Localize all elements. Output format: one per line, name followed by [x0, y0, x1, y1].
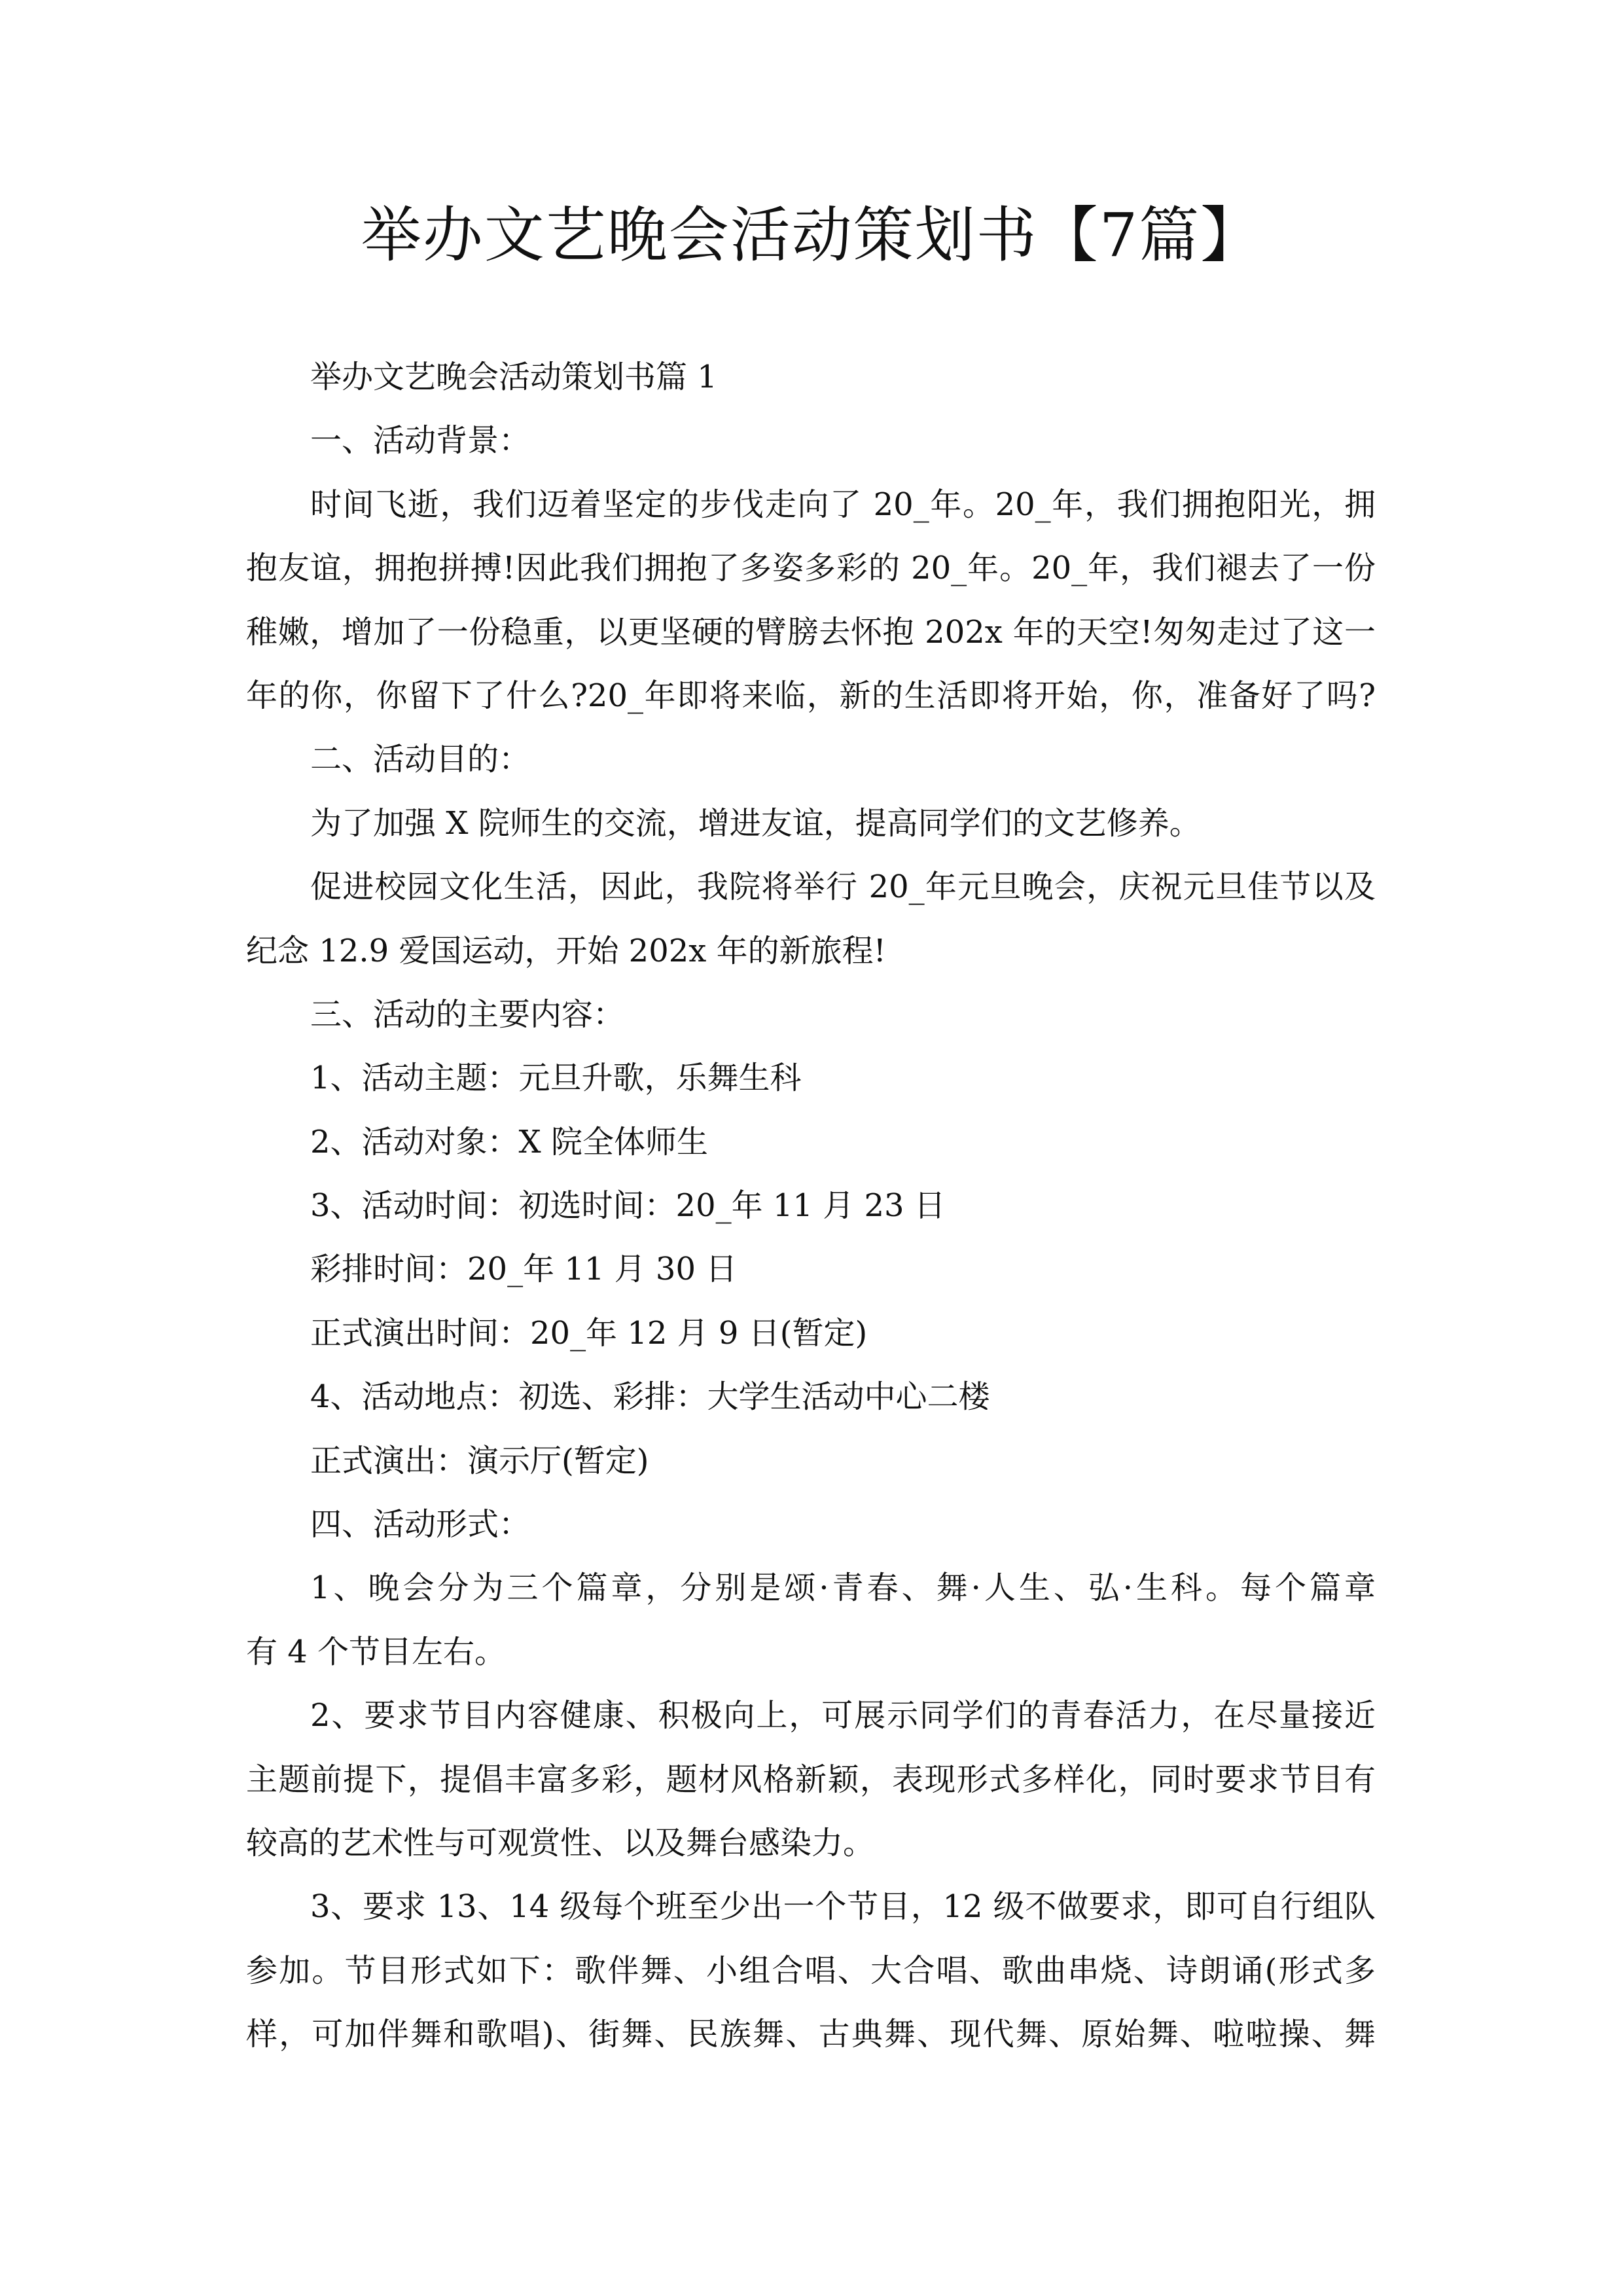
text-line: 3、要求 13、14 级每个班至少出一个节目，12 级不做要求，即可自行组队 — [310, 1888, 1376, 1926]
document-body — [246, 346, 1376, 2067]
text-line: 正式演出：演示厅(暂定) — [310, 1442, 649, 1479]
text-line: 1、晚会分为三个篇章，分别是颂·青春、舞·人生、弘·生科。每个篇章 — [310, 1570, 1376, 1607]
text-line: 参加。节目形式如下：歌伴舞、小组合唱、大合唱、歌曲串烧、诗朗诵(形式多 — [246, 1952, 1376, 1989]
text-line: 彩排时间：20_年 11 月 30 日 — [310, 1251, 738, 1288]
text-line: 为了加强 X 院师生的交流，增进友谊，提高同学们的文艺修养。 — [310, 804, 1201, 842]
text-line: 3、活动时间：初选时间：20_年 11 月 23 日 — [310, 1187, 946, 1225]
text-line: 1、活动主题：元旦升歌，乐舞生科 — [310, 1060, 802, 1097]
text-line: 二、活动目的： — [310, 741, 531, 778]
document-title: 举办文艺晚会活动策划书【7篇】 — [361, 200, 1262, 270]
text-line: 主题前提下，提倡丰富多彩，题材风格新颖，表现形式多样化，同时要求节目有 — [246, 1761, 1376, 1798]
text-line: 4、活动地点：初选、彩排：大学生活动中心二楼 — [310, 1378, 990, 1416]
text-line: 正式演出时间：20_年 12 月 9 日(暂定) — [310, 1314, 868, 1352]
text-line: 一、活动背景： — [310, 422, 531, 459]
text-line: 举办文艺晚会活动策划书篇 1 — [310, 359, 717, 395]
text-line: 2、活动对象：X 院全体师生 — [310, 1123, 708, 1160]
text-line: 样，可加伴舞和歌唱)、街舞、民族舞、古典舞、现代舞、原始舞、啦啦操、舞 — [246, 2016, 1376, 2053]
text-line: 2、要求节目内容健康、积极向上，可展示同学们的青春活力，在尽量接近 — [310, 1697, 1376, 1734]
text-line: 三、活动的主要内容： — [310, 996, 625, 1033]
text-line: 有 4 个节目左右。 — [246, 1633, 507, 1670]
text-line: 促进校园文化生活，因此，我院将举行 20_年元旦晚会，庆祝元旦佳节以及 — [310, 869, 1376, 906]
text-line: 纪念 12.9 爱国运动，开始 202x 年的新旅程! — [246, 932, 886, 969]
text-line: 稚嫩，增加了一份稳重，以更坚硬的臂膀去怀抱 202x 年的天空!匆匆走过了这一 — [246, 613, 1376, 651]
text-line: 年的你，你留下了什么?20_年即将来临，新的生活即将开始，你，准备好了吗? — [246, 677, 1376, 714]
text-line: 较高的艺术性与可观赏性、以及舞台感染力。 — [246, 1824, 875, 1861]
text-line: 时间飞逝，我们迈着坚定的步伐走向了 20_年。20_年，我们拥抱阳光，拥 — [310, 486, 1376, 523]
text-line: 四、活动形式： — [310, 1506, 531, 1543]
text-line: 抱友谊，拥抱拼搏!因此我们拥抱了多姿多彩的 20_年。20_年，我们褪去了一份 — [246, 550, 1376, 587]
